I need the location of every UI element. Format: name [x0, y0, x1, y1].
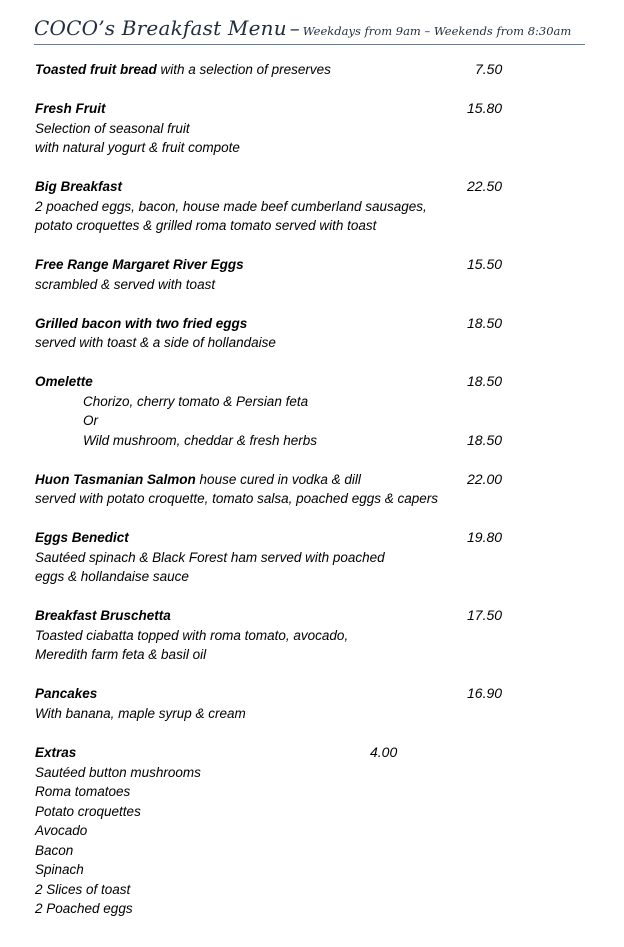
- item-name-grilled-bacon: Grilled bacon with two fried eggs: [35, 316, 248, 331]
- item-desc: Meredith farm feta & basil oil: [35, 647, 207, 662]
- item-name: Huon Tasmanian Salmon: [35, 472, 196, 487]
- item-desc: with natural yogurt & fruit compote: [35, 140, 240, 155]
- item-name-fresh-fruit: Fresh Fruit: [35, 101, 106, 116]
- extras-item: Roma tomatoes: [35, 784, 131, 799]
- item-price: 16.90: [467, 685, 503, 701]
- item-name-big-breakfast: Big Breakfast: [35, 179, 123, 194]
- item-price: 22.00: [467, 471, 503, 487]
- item-name-eggs-benedict: Eggs Benedict: [35, 530, 129, 545]
- item-name-free-range-eggs: Free Range Margaret River Eggs: [35, 257, 244, 272]
- item-desc: 2 poached eggs, bacon, house made beef cumberland sausages,: [35, 199, 427, 214]
- extras-item: Bacon: [35, 843, 74, 858]
- omelette-or: Or: [83, 413, 98, 428]
- extras-item: 2 Slices of toast: [35, 882, 131, 897]
- item-desc: potato croquettes & grilled roma tomato served with toast: [35, 218, 377, 233]
- title-dash: –: [289, 16, 300, 40]
- extras-item: 2 Poached eggs: [35, 901, 133, 916]
- item-price: 18.50: [467, 373, 503, 389]
- item-name-omelette: Omelette: [35, 374, 93, 389]
- item-price: 4.00: [370, 744, 398, 760]
- page-title: COCO’s Breakfast Menu: [34, 16, 287, 40]
- item-desc: Sautéed spinach & Black Forest ham served with poached: [35, 550, 385, 565]
- omelette-option-2: Wild mushroom, cheddar & fresh herbs: [83, 433, 317, 448]
- item-price: 19.80: [467, 529, 503, 545]
- item-price: 7.50: [475, 61, 503, 77]
- item-price: 18.50: [467, 315, 503, 331]
- item-name-pancakes: Pancakes: [35, 686, 98, 701]
- item-name-extras: Extras: [35, 745, 77, 760]
- item-desc: With banana, maple syrup & cream: [35, 706, 246, 721]
- item-name-bruschetta: Breakfast Bruschetta: [35, 608, 171, 623]
- item-desc: served with toast & a side of hollandaise: [35, 335, 276, 350]
- item-desc: eggs & hollandaise sauce: [35, 569, 189, 584]
- extras-item: Potato croquettes: [35, 804, 141, 819]
- extras-item: Sautéed button mushrooms: [35, 765, 201, 780]
- item-price: 22.50: [467, 178, 503, 194]
- item-desc: Selection of seasonal fruit: [35, 121, 190, 136]
- extras-item: Avocado: [35, 823, 88, 838]
- item-desc: house cured in vodka & dill: [199, 472, 361, 487]
- menu-header: [34, 16, 584, 46]
- item-price: 15.80: [467, 100, 503, 116]
- item-price: 17.50: [467, 607, 503, 623]
- opening-hours: Weekdays from 9am – Weekends from 8:30am: [302, 24, 572, 38]
- omelette-option-1: Chorizo, cherry tomato & Persian feta: [83, 394, 309, 409]
- item-desc: served with potato croquette, tomato salsa, poached eggs & capers: [35, 491, 438, 506]
- extras-item: Spinach: [35, 862, 84, 877]
- menu-item-toast: [35, 60, 331, 79]
- item-name: Toasted fruit bread: [35, 62, 157, 77]
- menu-item-salmon: [35, 470, 361, 489]
- item-desc: Toasted ciabatta topped with roma tomato, avocado,: [35, 628, 349, 643]
- header-divider: [34, 44, 585, 45]
- item-desc: scrambled & served with toast: [35, 277, 216, 292]
- item-desc: with a selection of preserves: [160, 62, 331, 77]
- item-price: 15.50: [467, 256, 503, 272]
- item-price: 18.50: [467, 432, 503, 448]
